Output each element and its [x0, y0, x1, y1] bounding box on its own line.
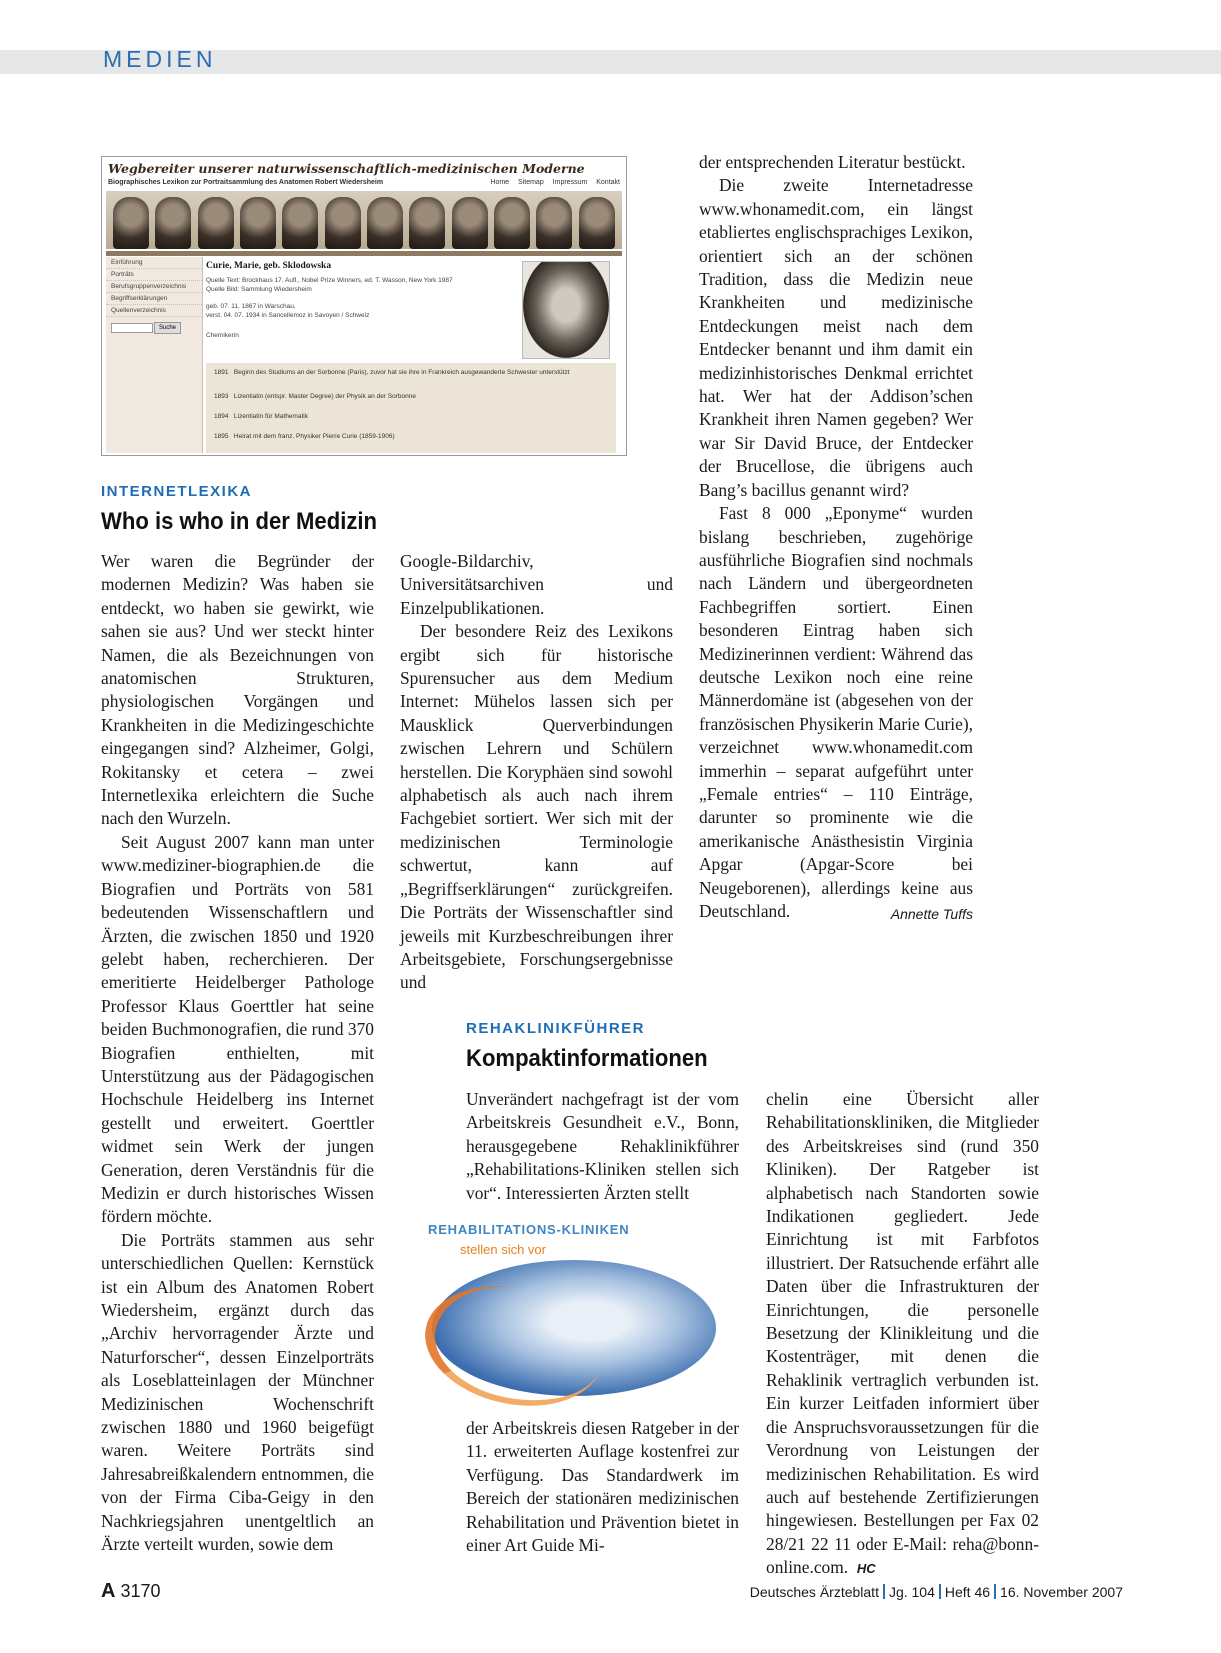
figure-nav-sitemap: Sitemap — [518, 179, 544, 186]
figure-sidebar-item: Begriffserklärungen — [106, 293, 202, 305]
figure-sidebar-item: Porträts — [106, 269, 202, 281]
curie-portrait — [522, 261, 610, 359]
journal-volume: Jg. 104 — [888, 1584, 935, 1600]
portrait-image — [240, 197, 276, 249]
author-name: Annette Tuffs — [890, 906, 973, 922]
figure-entry-name: Curie, Marie, geb. Sklodowska — [206, 261, 332, 271]
portrait-image — [367, 197, 403, 249]
figure-entry — [206, 257, 616, 453]
figure-search-button: Suche — [154, 322, 181, 334]
timeline-row: 1894 Lizentiatin für Mathematik — [214, 413, 308, 420]
paragraph: chelin eine Übersicht aller Rehabilitationskliniken, die Mitglieder des Arbeitskreises sind (rund 350 Kliniken). Der Ratgeber ist alphabetisch nach Standorten sowie Indikationen gegliedert. Jede Einrichtung ist mit Farbfotos illustriert. Der Ratsuchende erfährt alle Daten über die Infrastrukturen der Einrichtungen, die personelle Besetzung der Klinikleitung und die Kostenträger, mit denen die Rehaklinik vertraglich verbunden ist. Ein kurzer Leitfaden informiert über die Anspruchsvoraussetzungen für die Verordnung von Leistungen der medizinischen Rehabilitation. Es wird auch auf bestehende Zertifizierungen hingewiesen. Bestellungen per Fax 02 28/21 22 11 oder E-Mail: reha@bonn-online.com. HC — [766, 1089, 1039, 1578]
article2-headline: Kompaktinformationen — [466, 1045, 708, 1072]
figure-died: verst. 04. 07. 1934 in Sancellemoz in Savoyen / Schweiz — [206, 312, 370, 319]
article2-column-1-top — [466, 1088, 739, 1205]
article2-column-1-bottom — [466, 1417, 739, 1557]
figure-nav-impressum: Impressum — [552, 179, 588, 186]
figure-profession: Chemikerin — [206, 332, 239, 339]
author-signature: HC — [856, 1561, 876, 1577]
figure-source-image: Quelle Bild: Sammlung Wiedersheim — [206, 286, 312, 293]
article1-column-2 — [400, 550, 673, 995]
article1-kicker: INTERNETLEXIKA — [101, 483, 253, 500]
footer-separator — [994, 1584, 996, 1599]
article1-column-1 — [101, 550, 374, 1556]
figure-site-subtitle: Biographisches Lexikon zur Portraitsammlung des Anatomen Robert Wiedersheim — [108, 179, 384, 186]
footer-separator — [939, 1584, 941, 1599]
journal-issue: Heft 46 — [944, 1584, 991, 1600]
figure-divider — [106, 251, 622, 256]
section-label: MEDIEN — [103, 46, 217, 72]
figure-sidebar-item: Einführung — [106, 257, 202, 269]
paragraph: Google-Bildarchiv, Universitätsarchiven und Einzelpublikationen. — [400, 551, 673, 618]
journal-date: 16. November 2007 — [1000, 1584, 1123, 1600]
paragraph: Unverändert nachgefragt ist der vom Arbeitskreis Gesundheit e.V., Bonn, herausgegebene Rehaklinikführer „Rehabilitations-Kliniken stellen sich vor“. Interessierten Ärzten stellt — [466, 1089, 739, 1203]
timeline-row: 1891 Beginn des Studiums an der Sorbonne (Paris), zuvor hat sie ihre in Frankreich ausgewanderte Schwester unterstützt — [214, 369, 570, 376]
figure-born: geb. 07. 11. 1867 in Warschau, — [206, 303, 296, 310]
portrait-image — [536, 197, 572, 249]
article2-column-2 — [766, 1088, 1039, 1581]
cover-title: REHABILITATIONS-KLINIKEN — [428, 1222, 630, 1237]
figure-source-text: Quelle Text: Brockhaus 17. Aufl., Nobel Prize Winners, ed. T. Wasson, New York 1987 — [206, 277, 453, 284]
paragraph: Fast 8 000 „Eponyme“ wurden bislang beschrieben, zugehörige ausführliche Biografien sind nochmals nach Ländern und übergeordneten Fachbegriffen sortiert. Einen besonderen Eintrag haben sich Medizinerinnen verdient: Während das deutsche Lexikon noch eine reine Männerdomäne ist (abgesehen von der französischen Physikerin Marie Curie), verzeichnet www.whonamedit.com immerhin – separat aufgeführt unter „Female entries“ – 110 Einträge, darunter so prominente wie die amerikanische Anästhesistin Virginia Apgar (Apgar-Score bei Neugeborenen), allerdings keine aus Deutschland. Annette Tuffs — [699, 502, 973, 923]
portrait-image — [198, 197, 234, 249]
paragraph: Die Porträts stammen aus sehr unterschiedlichen Quellen: Kernstück ist ein Album des Anatomen Robert Wiedersheim, ergänzt durch das „Archiv hervorragender Ärzte und Naturforscher“, dessen Einzelporträts als Loseblatteinlagen der Münchner Medizinischen Wochenschrift zwischen 1880 und 1960 beigefügt waren. Weitere Porträts sind Jahresabreißkalendern entnommen, die von der Firma Ciba-Geigy in den Nachkriegsjahren unentgeltlich an Ärzte verteilt wurden, sowie dem — [101, 1229, 374, 1555]
figure-site-title: Wegbereiter unserer naturwissenschaftlich-medizinischen Moderne — [108, 161, 585, 176]
portrait-image — [113, 197, 149, 249]
footer-separator — [883, 1584, 885, 1599]
portrait-image — [282, 197, 318, 249]
figure-search-input — [111, 323, 153, 333]
timeline-row: 1895 Heirat mit dem franz. Physiker Pierre Curie (1859-1906) — [214, 433, 395, 440]
timeline-row: 1893 Lizentiatin (entspr. Master Degree) der Physik an der Sorbonne — [214, 393, 416, 400]
rehaklinik-cover-figure — [422, 1218, 722, 1403]
paragraph: Seit August 2007 kann man unter www.mediziner-biographien.de die Biografien und Porträts von 581 bedeutenden Wissenschaftlern und Ärzten, die zwischen 1850 und 1920 gelebt haben, recherchieren. Der emeritierte Heidelberger Pathologe Professor Klaus Goerttler hat seine beiden Buchmonografien, die rund 370 Biografien enthielten, mit Unterstützung aus der Pädagogischen Hochschule Heidelberg ins Internet gestellt und erweitert. Goerttler widmet sein Werk der jungen Generation, deren Verständnis für die Medizin er durch historisches Wissen fördern möchte. — [101, 831, 374, 1227]
website-screenshot-figure — [101, 156, 627, 456]
paragraph: der Arbeitskreis diesen Ratgeber in der 11. erweiterten Auflage kostenfrei zur Verfügung. Das Standardwerk im Bereich der stationären medizinischen Rehabilitation und Prävention bietet in einer Art Guide Mi- — [466, 1418, 739, 1556]
figure-sidebar-item: Quellenverzeichnis — [106, 305, 202, 317]
portrait-image — [452, 197, 488, 249]
figure-sidebar — [106, 257, 203, 453]
portrait-image — [325, 197, 361, 249]
portrait-image — [409, 197, 445, 249]
paragraph: der entsprechenden Literatur bestückt. — [699, 152, 966, 172]
page-number: A 3170 — [101, 1580, 161, 1602]
portrait-strip — [106, 191, 622, 249]
cover-subtitle: stellen sich vor — [460, 1242, 546, 1257]
journal-name: Deutsches Ärzteblatt — [749, 1584, 879, 1600]
journal-footer — [750, 1584, 1123, 1600]
figure-timeline — [206, 363, 616, 453]
portrait-image — [155, 197, 191, 249]
figure-nav — [483, 179, 620, 186]
figure-sidebar-item: Berufsgruppenverzeichnis — [106, 281, 202, 293]
paragraph: Die zweite Internetadresse www.whonamedit.com, ein längst etabliertes englischsprachiges Lexikon, orientiert sich an der schönen Tradition, dass die Medizin neue Krankheiten und medizinische Entdeckungen meist nach dem Entdecker benannt und ihm damit ein medizinhistorisches Denkmal errichtet hat. Wer hat der Addison’schen Krankheit ihren Namen gegeben? Wer war Sir David Bruce, der Entdecker der Brucellose, die übrigens auch Bang’s bacillus genannt wird? — [699, 175, 973, 500]
article1-column-3 — [699, 151, 973, 926]
paragraph: Der besondere Reiz des Lexikons ergibt sich für historische Spurensucher aus dem Medium Internet: Mühelos lassen sich per Mausklick Querverbindungen zwischen Lehrern und Schülern herstellen. Die Koryphäen sind sowohl alphabetisch als auch nach ihrem Fachgebiet sortiert. Wer sich mit der medizinischen Terminologie schwertut, kann auf „Begriffserklärungen“ zurückgreifen. Die Porträts der Wissenschaftler sind jeweils mit Kurzbeschreibungen ihrer Arbeitsgebiete, Forschungsergebnisse und — [400, 621, 673, 993]
paragraph: Wer waren die Begründer der modernen Medizin? Was haben sie entdeckt, wo haben sie gewirkt, wie sahen sie aus? Und wer steckt hinter Namen, die als Bezeichnungen von anatomischen Strukturen, physiologischen Vorgängen und Krankheiten in die Medizingeschichte eingegangen sind? Alzheimer, Golgi, Rokitansky et cetera – zwei Internetlexika erleichtern die Suche nach den Wurzeln. — [101, 551, 374, 829]
article1-headline: Who is who in der Medizin — [101, 508, 377, 535]
portrait-image — [494, 197, 530, 249]
article2-kicker: REHAKLINIKFÜHRER — [466, 1020, 645, 1037]
portrait-image — [579, 197, 615, 249]
figure-nav-kontakt: Kontakt — [596, 179, 620, 186]
figure-nav-home: Home — [490, 179, 510, 186]
